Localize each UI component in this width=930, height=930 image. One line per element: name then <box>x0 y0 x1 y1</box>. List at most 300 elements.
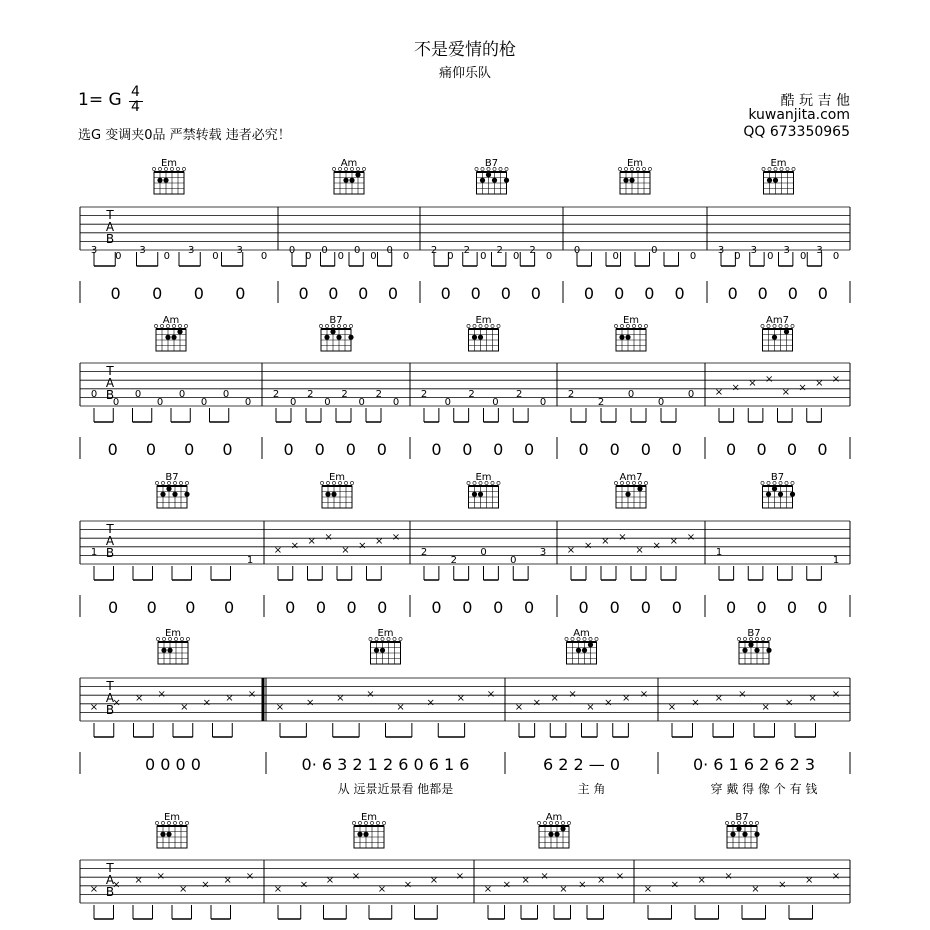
chord-dot <box>480 178 485 183</box>
tab-fret-number: 2 <box>597 397 605 408</box>
open-string-mark <box>332 167 335 170</box>
tab-fret-number: 0 <box>178 389 186 400</box>
jianpu-note: 0 <box>583 284 595 303</box>
tab-x-mark: × <box>299 879 309 891</box>
tab-x-mark: × <box>615 870 625 882</box>
jianpu-note: 0 <box>387 284 399 303</box>
chord-dot <box>472 492 477 497</box>
open-string-mark <box>178 324 181 327</box>
tab-fret-number: 0 <box>492 397 499 408</box>
chord-dot <box>576 648 581 653</box>
open-string-mark <box>349 324 352 327</box>
jianpu-note: 0 <box>440 284 451 303</box>
chord-diagram <box>565 628 598 664</box>
open-string-mark <box>791 324 794 327</box>
tab-fret-number: 0 <box>321 245 328 256</box>
jianpu-note: 0 <box>431 440 442 459</box>
jianpu-line: 0· 6 3 2 1 2 6 0 6 1 6 <box>301 755 470 774</box>
tab-x-mark: × <box>724 870 733 882</box>
open-string-mark <box>475 167 478 170</box>
tab-x-mark: × <box>377 883 387 895</box>
jianpu-note: 0 <box>145 440 157 459</box>
tab-x-mark: × <box>804 875 814 887</box>
tab-x-mark: × <box>635 544 644 556</box>
tab-x-mark: × <box>290 540 300 552</box>
chord-dot <box>766 648 771 653</box>
chord-diagram <box>614 472 647 508</box>
tab-fret-number: 1 <box>246 555 254 566</box>
chord-name: Am <box>573 628 590 639</box>
tab-letter-b: B <box>105 885 115 899</box>
open-string-mark <box>369 637 372 640</box>
tab-fret-number: 0 <box>134 389 142 400</box>
tab-fret-number: 0 <box>651 245 658 256</box>
tab-x-mark: × <box>426 697 435 709</box>
tab-fret-number: 2 <box>450 555 457 566</box>
tab-fret-number: 3 <box>187 245 195 256</box>
chord-dot <box>625 492 630 497</box>
tab-x-mark: × <box>714 693 724 705</box>
open-string-mark <box>343 324 346 327</box>
tab-fret-number: 0 <box>657 397 665 408</box>
chord-diagram <box>618 158 651 194</box>
open-string-mark <box>154 324 157 327</box>
site-qq: QQ 673350965 <box>743 124 850 140</box>
chord-diagram <box>154 315 187 351</box>
chord-diagram <box>369 628 402 664</box>
tab-x-mark: × <box>366 688 375 700</box>
open-string-mark <box>155 481 158 484</box>
open-string-mark <box>182 167 185 170</box>
chord-name: Em <box>360 812 378 823</box>
jianpu-note: 0 <box>817 284 828 303</box>
chord-dot <box>324 335 329 340</box>
tab-fret-number: 0 <box>200 397 208 408</box>
chord-name: Em <box>622 315 640 326</box>
chord-diagram <box>537 812 570 848</box>
chord-dot <box>380 648 385 653</box>
chord-dot <box>167 648 172 653</box>
tab-x-mark: × <box>275 701 285 713</box>
jianpu-note: 0 <box>530 284 541 303</box>
tab-fret-number: 0 <box>260 251 268 262</box>
open-string-mark <box>179 481 182 484</box>
tab-x-mark: × <box>808 693 817 705</box>
jianpu-note: 0 <box>644 284 655 303</box>
tab-x-mark: × <box>601 536 610 548</box>
tab-x-mark: × <box>643 883 653 895</box>
tab-fret-number: 3 <box>816 245 823 256</box>
open-string-mark <box>352 821 355 824</box>
tab-x-mark: × <box>305 697 315 709</box>
tab-fret-number: 0 <box>163 251 171 262</box>
chord-dot <box>742 832 747 837</box>
tab-fret-number: 3 <box>539 547 547 558</box>
jianpu-note: 0 <box>500 284 511 303</box>
chord-diagram <box>155 812 188 848</box>
chord-dot <box>629 178 634 183</box>
tab-fret-number: 2 <box>463 245 471 256</box>
jianpu-note: 0 <box>358 284 369 303</box>
tab-fret-number: 0 <box>386 245 393 256</box>
tab-fret-number: 0 <box>799 251 807 262</box>
tab-fret-number: 0 <box>480 251 487 262</box>
jianpu-note: 0 <box>107 440 118 459</box>
tab-fret-number: 0 <box>212 251 219 262</box>
tab-x-mark: × <box>134 693 144 705</box>
open-string-mark <box>767 481 770 484</box>
chord-name: Em <box>160 158 178 169</box>
tab-x-mark: × <box>568 688 577 700</box>
open-string-mark <box>791 481 794 484</box>
tab-x-mark: × <box>583 540 593 552</box>
jianpu-note: 0 <box>462 598 473 617</box>
tab-fret-number: 2 <box>420 547 428 558</box>
chord-name: B7 <box>770 472 785 483</box>
tab-fret-number: 0 <box>402 251 410 262</box>
tab-fret-number: 0 <box>767 251 774 262</box>
chord-dot <box>472 335 477 340</box>
tab-fret-number: 2 <box>496 245 503 256</box>
tab-x-mark: × <box>697 875 706 887</box>
jianpu-note: 0 <box>523 598 535 617</box>
site-name: 酷 玩 吉 他 <box>780 93 850 109</box>
chord-dot <box>754 832 759 837</box>
open-string-mark <box>497 481 500 484</box>
chord-name: Am7 <box>766 315 789 326</box>
chord-dot <box>554 832 559 837</box>
tab-x-mark: × <box>639 688 649 700</box>
open-string-mark <box>481 167 484 170</box>
jianpu-note: 0 <box>193 284 204 303</box>
tab-x-mark: × <box>514 701 524 713</box>
jianpu-note: 0 <box>462 440 473 459</box>
tab-x-mark: × <box>112 879 121 891</box>
tab-letter-b: B <box>105 232 115 246</box>
open-string-mark <box>325 324 328 327</box>
tab-x-mark: × <box>714 386 724 398</box>
tab-fret-number: 3 <box>90 245 98 256</box>
open-string-mark <box>648 167 651 170</box>
chord-dot <box>165 335 170 340</box>
jianpu-note: 0 <box>314 440 325 459</box>
open-string-mark <box>638 324 641 327</box>
tab-letter-b: B <box>105 703 115 717</box>
open-string-mark <box>362 167 365 170</box>
open-string-mark <box>185 481 188 484</box>
open-string-mark <box>497 324 500 327</box>
tab-x-mark: × <box>670 879 680 891</box>
open-string-mark <box>467 324 470 327</box>
chord-dot <box>172 492 177 497</box>
chord-name: B7 <box>735 812 749 823</box>
chord-name: Am7 <box>619 472 643 483</box>
chord-diagram <box>319 315 353 351</box>
tab-x-mark: × <box>178 883 188 895</box>
tab-x-mark: × <box>784 697 794 709</box>
jianpu-line: 6 2 2 — 0 <box>542 755 621 774</box>
chord-dot <box>486 172 491 177</box>
chord-dot <box>730 832 735 837</box>
open-string-mark <box>320 481 323 484</box>
tab-x-mark: × <box>738 688 747 700</box>
jianpu-note: 0 <box>786 598 798 617</box>
chord-dot <box>166 486 171 491</box>
chord-name: Am <box>545 812 563 823</box>
tab-x-mark: × <box>586 701 595 713</box>
tab-x-mark: × <box>273 883 283 895</box>
chord-dot <box>588 642 593 647</box>
tab-x-mark: × <box>325 875 335 887</box>
open-string-mark <box>393 637 396 640</box>
tab-x-mark: × <box>618 531 627 543</box>
tab-x-mark: × <box>691 697 700 709</box>
chord-dot <box>161 648 166 653</box>
jianpu-note: 0 <box>726 440 737 459</box>
tab-x-mark: × <box>778 879 787 891</box>
tab-x-mark: × <box>686 531 696 543</box>
tab-fret-number: 3 <box>236 245 243 256</box>
tab-fret-number: 0 <box>573 245 581 256</box>
tab-letter-a: A <box>105 376 115 390</box>
jianpu-note: 0 <box>283 440 294 459</box>
chord-name: B7 <box>329 315 343 326</box>
chord-name: Em <box>475 472 492 483</box>
tab-fret-number: 0 <box>734 251 741 262</box>
open-string-mark <box>505 167 508 170</box>
jianpu-note: 0 <box>185 598 196 617</box>
tab-x-mark: × <box>831 870 841 882</box>
tab-x-mark: × <box>521 875 530 887</box>
tab-fret-number: 3 <box>783 245 790 256</box>
tab-x-mark: × <box>596 875 606 887</box>
open-string-mark <box>491 481 494 484</box>
open-string-mark <box>786 167 789 170</box>
jianpu-line: 0 0 0 0 <box>145 755 201 774</box>
tab-fret-number: 0 <box>612 251 619 262</box>
jianpu-line: 0· 6 1 6 2 6 2 3 <box>692 755 816 774</box>
tab-fret-number: 0 <box>156 397 164 408</box>
tab-x-mark: × <box>351 870 361 882</box>
chord-dot <box>754 648 759 653</box>
tab-letter-a: A <box>105 691 115 705</box>
jianpu-note: 0 <box>640 598 651 617</box>
jianpu-note: 0 <box>609 598 620 617</box>
tab-x-mark: × <box>202 697 212 709</box>
jianpu-note: 0 <box>671 440 682 459</box>
chord-dot <box>748 642 753 647</box>
chord-diagram <box>762 158 795 194</box>
tab-fret-number: 2 <box>430 245 438 256</box>
chord-dot <box>343 178 348 183</box>
jianpu-note: 0 <box>640 440 651 459</box>
chord-dot <box>177 329 182 334</box>
chord-dot <box>184 492 189 497</box>
jianpu-note: 0 <box>285 598 296 617</box>
tab-letter-t: T <box>106 861 114 875</box>
open-string-mark <box>595 637 598 640</box>
tab-fret-number: 0 <box>510 555 517 566</box>
tab-letter-a: A <box>105 873 115 887</box>
tab-letter-t: T <box>106 364 114 378</box>
chord-dot <box>767 178 772 183</box>
chord-name: Em <box>626 158 644 169</box>
tab-fret-number: 0 <box>480 547 487 558</box>
jianpu-note: 0 <box>757 284 768 303</box>
tab-fret-number: 2 <box>468 389 475 400</box>
chord-dot <box>736 826 741 831</box>
chord-diagram <box>614 315 647 351</box>
tab-letter-t: T <box>106 679 114 693</box>
tab-x-mark: × <box>566 544 576 556</box>
chord-dot <box>790 492 795 497</box>
chord-dot <box>637 486 642 491</box>
jianpu-note: 0 <box>493 440 504 459</box>
tab-x-mark: × <box>483 883 493 895</box>
open-string-mark <box>614 324 617 327</box>
tab-fret-number: 0 <box>305 251 312 262</box>
chord-diagram <box>467 472 500 508</box>
open-string-mark <box>176 167 179 170</box>
chord-diagram <box>156 628 189 664</box>
open-string-mark <box>618 167 621 170</box>
song-title: 不是爱情的枪 <box>414 40 516 60</box>
chord-name: Em <box>377 628 394 639</box>
tab-fret-number: 0 <box>392 397 400 408</box>
jianpu-note: 0 <box>222 440 233 459</box>
chord-dot <box>325 492 330 497</box>
open-string-mark <box>644 324 647 327</box>
jianpu-note: 0 <box>578 598 589 617</box>
chord-dot <box>355 172 360 177</box>
chord-name: Em <box>475 315 492 326</box>
tab-fret-number: 0 <box>337 251 345 262</box>
chord-dot <box>166 832 171 837</box>
tab-x-mark: × <box>532 697 542 709</box>
open-string-mark <box>642 167 645 170</box>
chord-dot <box>625 335 630 340</box>
open-string-mark <box>565 637 568 640</box>
chord-name: Am <box>340 158 358 169</box>
tab-letter-a: A <box>105 534 115 548</box>
open-string-mark <box>749 821 752 824</box>
jianpu-note: 0 <box>223 598 235 617</box>
open-string-mark <box>785 481 788 484</box>
tab-x-mark: × <box>764 373 774 385</box>
jianpu-note: 0 <box>110 284 121 303</box>
tab-x-mark: × <box>391 531 401 543</box>
jianpu-note: 0 <box>298 284 309 303</box>
jianpu-note: 0 <box>345 440 356 459</box>
tab-x-mark: × <box>374 536 384 548</box>
tab-fret-number: 2 <box>420 389 428 400</box>
chord-dot <box>504 178 509 183</box>
tab-fret-number: 3 <box>139 245 146 256</box>
chord-dot <box>349 178 354 183</box>
jianpu-note: 0 <box>523 440 535 459</box>
jianpu-note: 0 <box>376 440 387 459</box>
jianpu-note: 0 <box>817 598 828 617</box>
jianpu-note: 0 <box>726 598 737 617</box>
tab-fret-number: 0 <box>689 251 697 262</box>
jianpu-note: 0 <box>346 598 357 617</box>
chord-name: B7 <box>165 472 179 483</box>
chord-diagram <box>475 158 509 194</box>
chord-diagram <box>467 315 500 351</box>
tab-fret-number: 2 <box>567 389 575 400</box>
chord-name: Em <box>163 812 181 823</box>
chord-dot <box>784 329 789 334</box>
open-string-mark <box>761 637 764 640</box>
chord-dot <box>363 832 368 837</box>
tab-x-mark: × <box>486 688 496 700</box>
jianpu-note: 0 <box>184 440 195 459</box>
tab-x-mark: × <box>550 693 559 705</box>
open-string-mark <box>399 637 402 640</box>
chord-dot <box>163 178 168 183</box>
chord-name: Em <box>328 472 346 483</box>
tab-fret-number: 0 <box>447 251 454 262</box>
lyric-line: 从 远景近景看 他都是 <box>337 782 454 796</box>
chord-dot <box>619 335 624 340</box>
open-string-mark <box>344 481 347 484</box>
time-signature-numerator: 4 <box>131 84 140 100</box>
tab-x-mark: × <box>748 378 757 390</box>
open-string-mark <box>382 821 385 824</box>
chord-dot <box>160 832 165 837</box>
tab-fret-number: 2 <box>307 389 314 400</box>
tab-fret-number: 0 <box>112 397 120 408</box>
chord-dot <box>374 648 379 653</box>
tab-fret-number: 0 <box>289 397 297 408</box>
tab-x-mark: × <box>225 693 234 705</box>
time-signature-denominator: 4 <box>131 99 140 115</box>
chord-name: Em <box>164 628 182 639</box>
chord-diagram <box>737 628 771 664</box>
tab-x-mark: × <box>223 875 232 887</box>
tab-x-mark: × <box>652 540 661 552</box>
open-string-mark <box>792 167 795 170</box>
chord-dot <box>560 826 565 831</box>
tab-letter-b: B <box>105 546 115 560</box>
chord-dot <box>772 335 777 340</box>
open-string-mark <box>350 481 353 484</box>
jianpu-note: 0 <box>146 598 157 617</box>
open-string-mark <box>499 167 502 170</box>
tab-fret-number: 0 <box>444 397 451 408</box>
open-string-mark <box>761 481 764 484</box>
tab-x-mark: × <box>245 870 255 882</box>
tab-x-mark: × <box>307 536 316 548</box>
open-string-mark <box>185 821 188 824</box>
chord-diagram <box>332 158 365 194</box>
open-string-mark <box>491 324 494 327</box>
chord-dot <box>492 178 497 183</box>
open-string-mark <box>180 637 183 640</box>
jianpu-note: 0 <box>431 598 442 617</box>
tab-fret-number: 2 <box>341 389 348 400</box>
tab-letter-t: T <box>106 208 114 222</box>
chord-name: B7 <box>484 158 499 169</box>
jianpu-note: 0 <box>578 440 589 459</box>
jianpu-note: 0 <box>315 598 327 617</box>
tab-fret-number: 3 <box>750 245 758 256</box>
tab-x-mark: × <box>669 536 679 548</box>
open-string-mark <box>561 821 564 824</box>
tab-x-mark: × <box>578 879 587 891</box>
tab-x-mark: × <box>502 879 512 891</box>
tab-fret-number: 0 <box>539 397 547 408</box>
